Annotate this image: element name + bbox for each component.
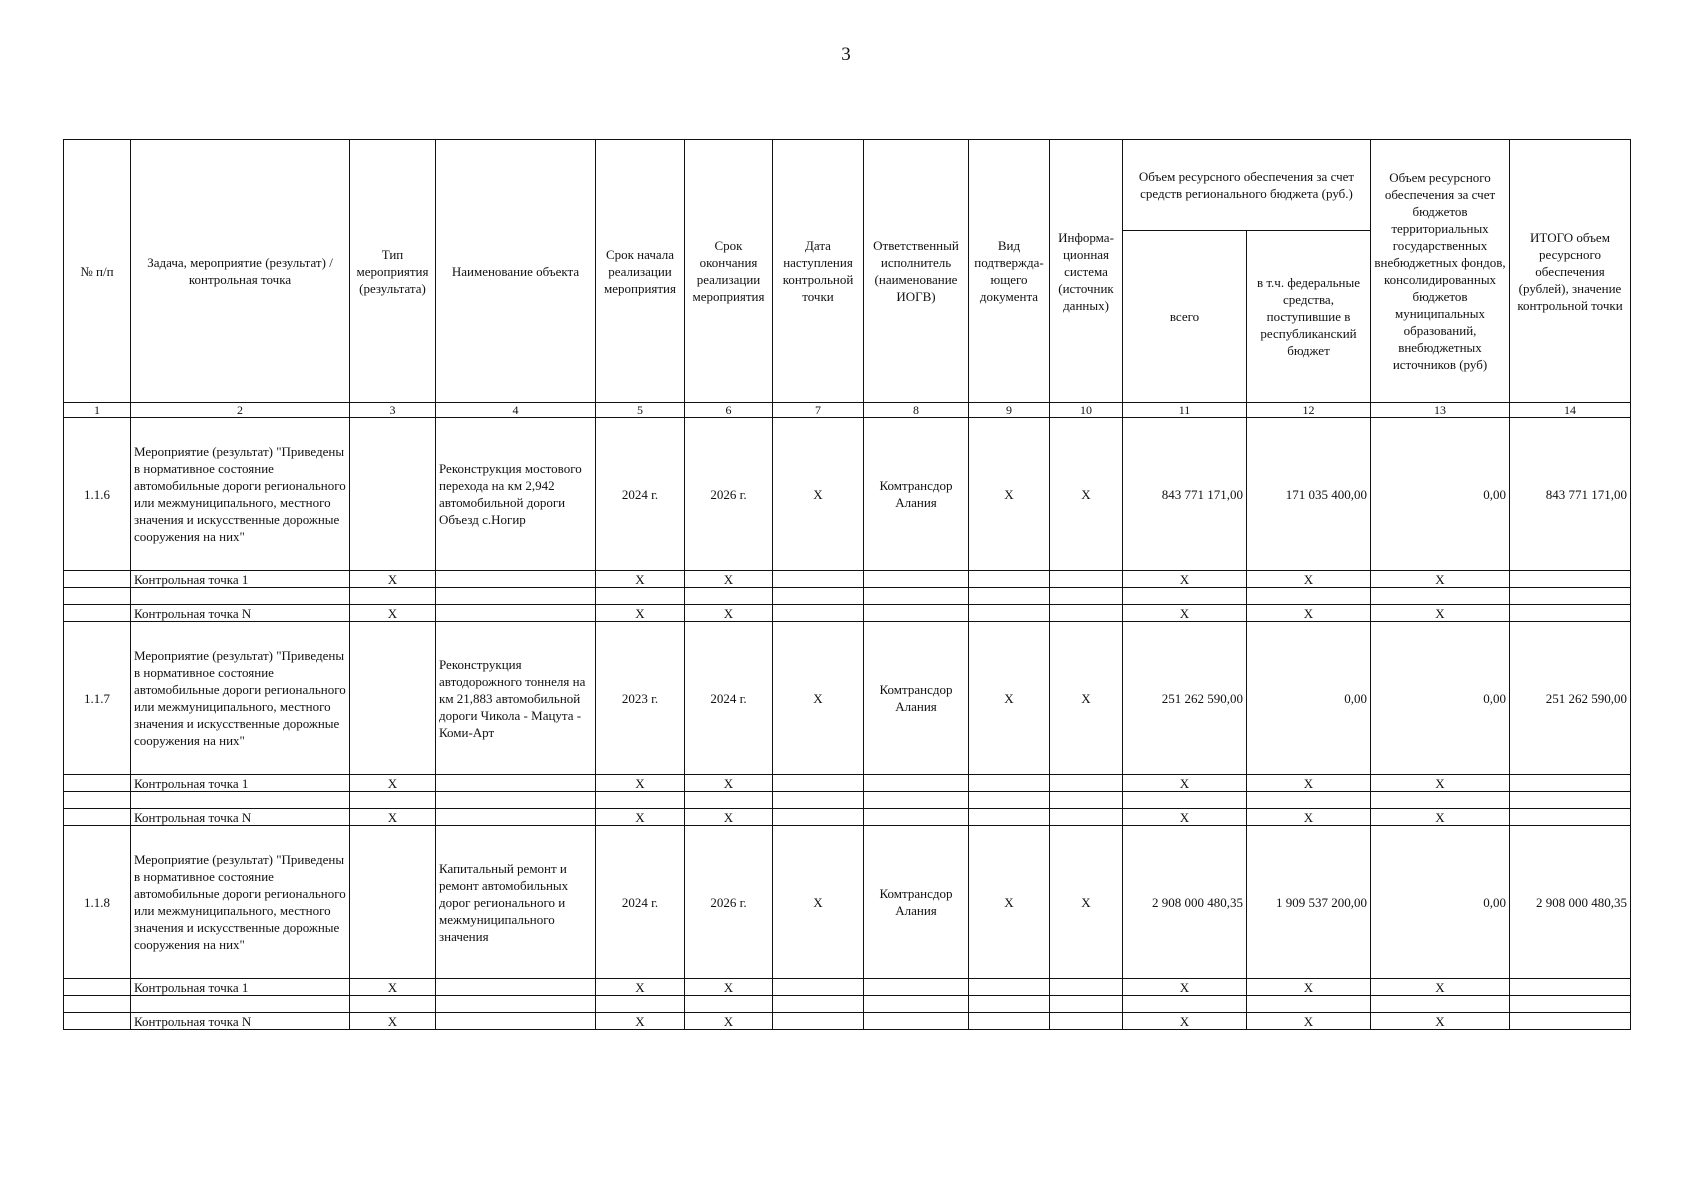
spacer-cell — [436, 996, 596, 1013]
activity-type — [350, 826, 436, 979]
cp-object — [436, 571, 596, 588]
cp-end: X — [685, 1013, 773, 1030]
header-type: Тип мероприятия (результата) — [350, 140, 436, 403]
spacer-cell — [436, 588, 596, 605]
column-number: 3 — [350, 403, 436, 418]
spacer-cell — [1510, 996, 1631, 1013]
grand-total: 2 908 000 480,35 — [1510, 826, 1631, 979]
cp-info — [1050, 1013, 1123, 1030]
end-date: 2026 г. — [685, 418, 773, 571]
activity-type — [350, 622, 436, 775]
cp-date — [773, 571, 864, 588]
column-number-row — [64, 403, 1631, 418]
spacer-cell — [773, 588, 864, 605]
header-regional-total: всего — [1123, 231, 1247, 403]
cp-regional-federal: X — [1247, 605, 1371, 622]
spacer-row — [64, 588, 1631, 605]
cp-object — [436, 775, 596, 792]
spacer-cell — [1371, 996, 1510, 1013]
cp-object — [436, 809, 596, 826]
cp-label: Контрольная точка 1 — [131, 571, 350, 588]
cp-executor — [864, 775, 969, 792]
column-number: 2 — [131, 403, 350, 418]
info-system: X — [1050, 418, 1123, 571]
control-point-row — [64, 571, 1631, 588]
control-point-date: X — [773, 418, 864, 571]
cp-type: X — [350, 979, 436, 996]
cp-grand-total — [1510, 1013, 1631, 1030]
spacer-cell — [596, 588, 685, 605]
spacer-cell — [131, 588, 350, 605]
column-number: 12 — [1247, 403, 1371, 418]
spacer-row — [64, 996, 1631, 1013]
cp-regional-federal: X — [1247, 979, 1371, 996]
task-text: Мероприятие (результат) "Приведены в нормативное состояние автомобильные дороги регионального или межмуниципального, местного значения и искусственные дорожные сооружения на них" — [131, 418, 350, 571]
column-number: 6 — [685, 403, 773, 418]
spacer-cell — [1247, 792, 1371, 809]
activity-row — [64, 826, 1631, 979]
regional-total: 251 262 590,00 — [1123, 622, 1247, 775]
spacer-cell — [1050, 996, 1123, 1013]
resource-table-container — [63, 139, 1631, 1030]
cp-label: Контрольная точка N — [131, 605, 350, 622]
end-date: 2024 г. — [685, 622, 773, 775]
start-date: 2024 г. — [596, 418, 685, 571]
object-name: Реконструкция автодорожного тоннеля на км 21,883 автомобильной дороги Чикола - Мацута - Коми-Арт — [436, 622, 596, 775]
spacer-cell — [1247, 996, 1371, 1013]
cp-end: X — [685, 775, 773, 792]
cp-no-cell — [64, 775, 131, 792]
cp-other-funds: X — [1371, 571, 1510, 588]
cp-other-funds: X — [1371, 605, 1510, 622]
regional-federal: 0,00 — [1247, 622, 1371, 775]
cp-date — [773, 809, 864, 826]
regional-total: 843 771 171,00 — [1123, 418, 1247, 571]
executor: Комтрансдор Алания — [864, 418, 969, 571]
end-date: 2026 г. — [685, 826, 773, 979]
cp-label: Контрольная точка N — [131, 1013, 350, 1030]
row-number: 1.1.6 — [64, 418, 131, 571]
control-point-row — [64, 775, 1631, 792]
table-header — [64, 140, 1631, 403]
spacer-cell — [1123, 996, 1247, 1013]
executor: Комтрансдор Алания — [864, 826, 969, 979]
resource-table — [63, 139, 1631, 1030]
spacer-cell — [350, 996, 436, 1013]
control-point-row — [64, 979, 1631, 996]
table-body — [64, 418, 1631, 1030]
cp-doc — [969, 775, 1050, 792]
column-number: 11 — [1123, 403, 1247, 418]
object-name: Капитальный ремонт и ремонт автомобильных дорог регионального и межмуниципального значения — [436, 826, 596, 979]
cp-type: X — [350, 1013, 436, 1030]
cp-other-funds: X — [1371, 775, 1510, 792]
header-cp-date: Дата наступления контрольной точки — [773, 140, 864, 403]
control-point-row — [64, 809, 1631, 826]
cp-other-funds: X — [1371, 809, 1510, 826]
spacer-cell — [1247, 588, 1371, 605]
cp-start: X — [596, 775, 685, 792]
row-number: 1.1.8 — [64, 826, 131, 979]
cp-start: X — [596, 979, 685, 996]
header-no: № п/п — [64, 140, 131, 403]
cp-date — [773, 605, 864, 622]
header-info: Информа-ционная система (источник данных) — [1050, 140, 1123, 403]
spacer-cell — [685, 588, 773, 605]
cp-regional-total: X — [1123, 605, 1247, 622]
cp-regional-federal: X — [1247, 571, 1371, 588]
activity-type — [350, 418, 436, 571]
cp-no-cell — [64, 809, 131, 826]
cp-regional-total: X — [1123, 775, 1247, 792]
spacer-cell — [596, 792, 685, 809]
regional-total: 2 908 000 480,35 — [1123, 826, 1247, 979]
cp-grand-total — [1510, 605, 1631, 622]
cp-regional-total: X — [1123, 809, 1247, 826]
cp-start: X — [596, 571, 685, 588]
cp-object — [436, 1013, 596, 1030]
info-system: X — [1050, 622, 1123, 775]
control-point-row — [64, 605, 1631, 622]
spacer-cell — [1510, 792, 1631, 809]
document-type: X — [969, 622, 1050, 775]
cp-date — [773, 979, 864, 996]
cp-doc — [969, 809, 1050, 826]
header-other-funds: Объем ресурсного обеспечения за счет бюджетов территориальных государственных внебюджетных фондов, консолидированных бюджетов муниципальных образований, внебюджетных источников (руб) — [1371, 140, 1510, 403]
spacer-cell — [350, 588, 436, 605]
header-executor: Ответственный исполнитель (наименование ИОГВ) — [864, 140, 969, 403]
cp-date — [773, 1013, 864, 1030]
column-number: 8 — [864, 403, 969, 418]
spacer-cell — [131, 996, 350, 1013]
header-regional-federal: в т.ч. федеральные средства, поступившие в республиканский бюджет — [1247, 231, 1371, 403]
task-text: Мероприятие (результат) "Приведены в нормативное состояние автомобильные дороги регионального или межмуниципального, местного значения и искусственные дорожные сооружения на них" — [131, 826, 350, 979]
header-grand-total: ИТОГО объем ресурсного обеспечения (рублей), значение контрольной точки — [1510, 140, 1631, 403]
cp-grand-total — [1510, 775, 1631, 792]
cp-grand-total — [1510, 979, 1631, 996]
start-date: 2024 г. — [596, 826, 685, 979]
cp-type: X — [350, 605, 436, 622]
activity-row — [64, 418, 1631, 571]
cp-executor — [864, 1013, 969, 1030]
cp-type: X — [350, 571, 436, 588]
cp-grand-total — [1510, 809, 1631, 826]
spacer-cell — [1371, 792, 1510, 809]
control-point-date: X — [773, 622, 864, 775]
start-date: 2023 г. — [596, 622, 685, 775]
spacer-row — [64, 792, 1631, 809]
spacer-cell — [1050, 588, 1123, 605]
spacer-cell — [64, 792, 131, 809]
cp-executor — [864, 809, 969, 826]
cp-regional-federal: X — [1247, 1013, 1371, 1030]
other-funds: 0,00 — [1371, 418, 1510, 571]
cp-regional-federal: X — [1247, 775, 1371, 792]
cp-end: X — [685, 979, 773, 996]
cp-start: X — [596, 809, 685, 826]
cp-object — [436, 979, 596, 996]
column-number: 7 — [773, 403, 864, 418]
spacer-cell — [773, 996, 864, 1013]
spacer-cell — [131, 792, 350, 809]
cp-info — [1050, 775, 1123, 792]
spacer-cell — [64, 996, 131, 1013]
spacer-cell — [864, 588, 969, 605]
spacer-cell — [596, 996, 685, 1013]
cp-executor — [864, 979, 969, 996]
cp-regional-total: X — [1123, 571, 1247, 588]
cp-label: Контрольная точка N — [131, 809, 350, 826]
spacer-cell — [864, 996, 969, 1013]
header-task: Задача, мероприятие (результат) / контрольная точка — [131, 140, 350, 403]
info-system: X — [1050, 826, 1123, 979]
cp-doc — [969, 571, 1050, 588]
other-funds: 0,00 — [1371, 622, 1510, 775]
header-start: Срок начала реализации мероприятия — [596, 140, 685, 403]
regional-federal: 171 035 400,00 — [1247, 418, 1371, 571]
cp-end: X — [685, 809, 773, 826]
spacer-cell — [350, 792, 436, 809]
column-number: 9 — [969, 403, 1050, 418]
spacer-cell — [773, 792, 864, 809]
header-object: Наименование объекта — [436, 140, 596, 403]
grand-total: 251 262 590,00 — [1510, 622, 1631, 775]
spacer-cell — [969, 588, 1050, 605]
cp-no-cell — [64, 1013, 131, 1030]
control-point-row — [64, 1013, 1631, 1030]
cp-other-funds: X — [1371, 979, 1510, 996]
document-type: X — [969, 826, 1050, 979]
cp-no-cell — [64, 571, 131, 588]
cp-info — [1050, 605, 1123, 622]
cp-label: Контрольная точка 1 — [131, 979, 350, 996]
column-number: 5 — [596, 403, 685, 418]
cp-date — [773, 775, 864, 792]
cp-end: X — [685, 605, 773, 622]
spacer-cell — [1510, 588, 1631, 605]
header-end: Срок окончания реализации мероприятия — [685, 140, 773, 403]
spacer-cell — [864, 792, 969, 809]
object-name: Реконструкция мостового перехода на км 2,942 автомобильной дороги Объезд с.Ногир — [436, 418, 596, 571]
spacer-cell — [1371, 588, 1510, 605]
cp-info — [1050, 809, 1123, 826]
cp-doc — [969, 1013, 1050, 1030]
column-number: 10 — [1050, 403, 1123, 418]
spacer-cell — [969, 996, 1050, 1013]
executor: Комтрансдор Алания — [864, 622, 969, 775]
document-type: X — [969, 418, 1050, 571]
column-number: 14 — [1510, 403, 1631, 418]
row-number: 1.1.7 — [64, 622, 131, 775]
header-doc: Вид подтвержда-ющего документа — [969, 140, 1050, 403]
cp-no-cell — [64, 979, 131, 996]
cp-regional-federal: X — [1247, 809, 1371, 826]
column-number: 13 — [1371, 403, 1510, 418]
cp-other-funds: X — [1371, 1013, 1510, 1030]
cp-start: X — [596, 1013, 685, 1030]
other-funds: 0,00 — [1371, 826, 1510, 979]
spacer-cell — [969, 792, 1050, 809]
cp-end: X — [685, 571, 773, 588]
control-point-date: X — [773, 826, 864, 979]
activity-row — [64, 622, 1631, 775]
cp-executor — [864, 571, 969, 588]
cp-start: X — [596, 605, 685, 622]
cp-doc — [969, 979, 1050, 996]
spacer-cell — [1123, 588, 1247, 605]
cp-label: Контрольная точка 1 — [131, 775, 350, 792]
page-number: 3 — [841, 44, 851, 65]
cp-grand-total — [1510, 571, 1631, 588]
spacer-cell — [685, 792, 773, 809]
column-number: 4 — [436, 403, 596, 418]
spacer-cell — [1123, 792, 1247, 809]
spacer-cell — [685, 996, 773, 1013]
cp-executor — [864, 605, 969, 622]
cp-type: X — [350, 775, 436, 792]
cp-regional-total: X — [1123, 1013, 1247, 1030]
cp-info — [1050, 571, 1123, 588]
column-number: 1 — [64, 403, 131, 418]
cp-doc — [969, 605, 1050, 622]
spacer-cell — [436, 792, 596, 809]
spacer-cell — [1050, 792, 1123, 809]
regional-federal: 1 909 537 200,00 — [1247, 826, 1371, 979]
cp-type: X — [350, 809, 436, 826]
grand-total: 843 771 171,00 — [1510, 418, 1631, 571]
cp-object — [436, 605, 596, 622]
cp-regional-total: X — [1123, 979, 1247, 996]
spacer-cell — [64, 588, 131, 605]
cp-info — [1050, 979, 1123, 996]
task-text: Мероприятие (результат) "Приведены в нормативное состояние автомобильные дороги регионального или межмуниципального, местного значения и искусственные дорожные сооружения на них" — [131, 622, 350, 775]
header-regional-group: Объем ресурсного обеспечения за счет средств регионального бюджета (руб.) — [1123, 140, 1371, 231]
cp-no-cell — [64, 605, 131, 622]
